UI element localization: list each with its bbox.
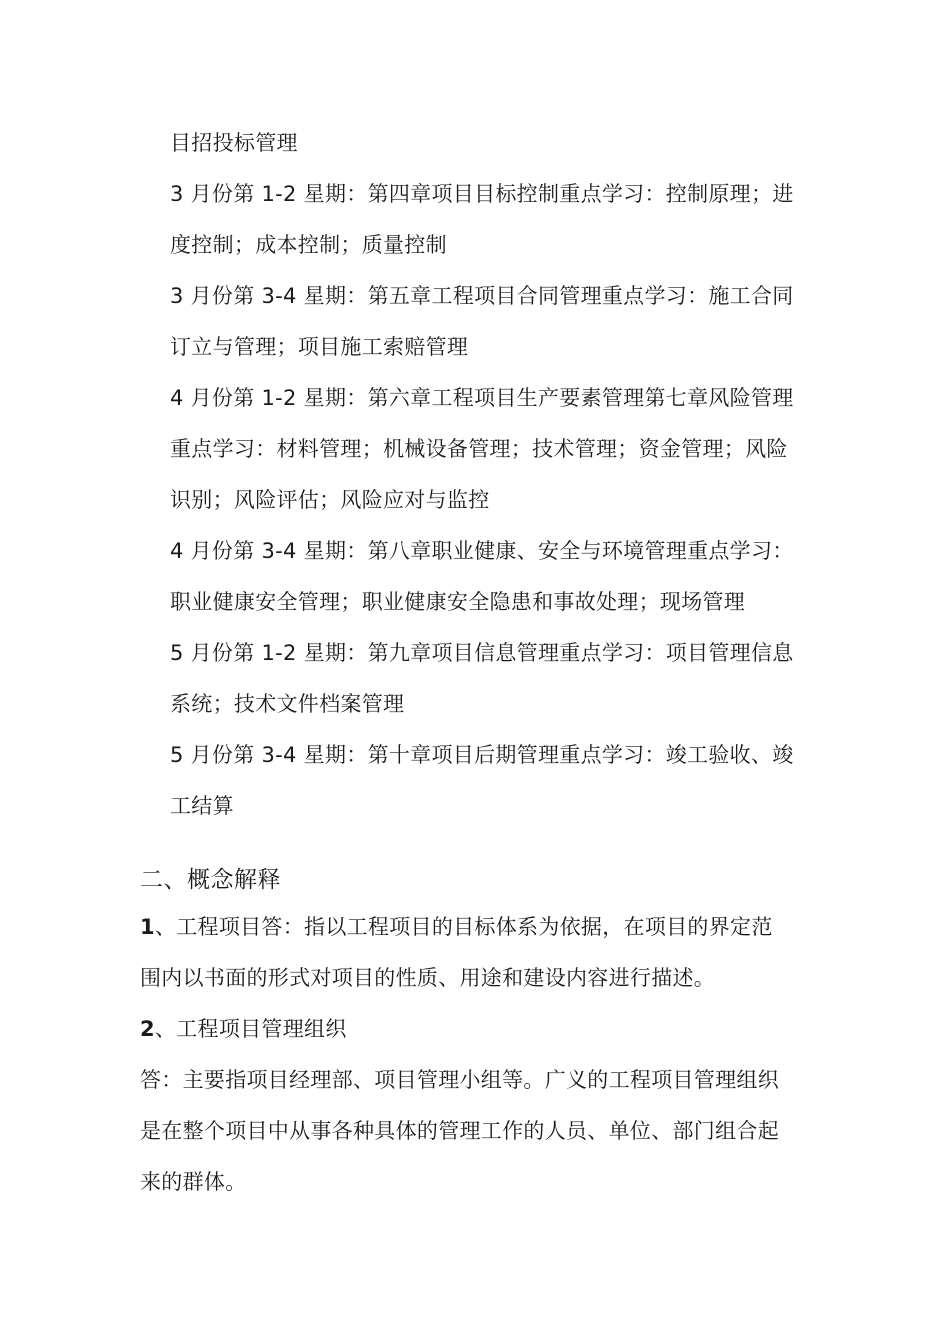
concept-item-2-line: 来的群体。 [140,1170,247,1194]
schedule-line: 订立与管理；项目施工索赔管理 [170,335,469,359]
schedule-line: 工结算 [170,794,234,818]
schedule-line: 识别；风险评估；风险应对与监控 [170,488,490,512]
schedule-line: 3 月份第 1-2 星期：第四章项目目标控制重点学习：控制原理；进 [170,182,794,206]
schedule-line: 3 月份第 3-4 星期：第五章工程项目合同管理重点学习：施工合同 [170,284,794,308]
study-schedule [170,118,820,832]
item-number: 2 [140,1017,155,1041]
schedule-line: 职业健康安全管理；职业健康安全隐患和事故处理；现场管理 [170,590,746,614]
concept-item-2-line: 是在整个项目中从事各种具体的管理工作的人员、单位、部门组合起 [140,1119,779,1143]
schedule-line: 目招投标管理 [170,131,298,155]
concept-item-2-line: 答：主要指项目经理部、项目管理小组等。广义的工程项目管理组织 [140,1068,779,1092]
schedule-line: 5 月份第 1-2 星期：第九章项目信息管理重点学习：项目管理信息 [170,641,794,665]
concept-item-1-line: 围内以书面的形式对项目的性质、用途和建设内容进行描述。 [140,966,716,990]
concept-definitions [140,902,820,1208]
item-text: 、工程项目管理组织 [154,1017,347,1041]
schedule-line: 5 月份第 3-4 星期：第十章项目后期管理重点学习：竣工验收、竣 [170,743,794,767]
item-number: 1 [140,915,155,939]
schedule-line: 系统；技术文件档案管理 [170,692,405,716]
concept-item-2-title [140,1004,820,1055]
concept-item-1-line [140,902,820,953]
schedule-line: 4 月份第 1-2 星期：第六章工程项目生产要素管理第七章风险管理 [170,386,794,410]
schedule-line: 4 月份第 3-4 星期：第八章职业健康、安全与环境管理重点学习： [170,539,794,563]
item-text: 、工程项目答：指以工程项目的目标体系为依据，在项目的界定范 [154,915,773,939]
schedule-line: 重点学习：材料管理；机械设备管理；技术管理；资金管理；风险 [170,437,788,461]
section-heading: 二、概念解释 [140,867,281,893]
schedule-line: 度控制；成本控制；质量控制 [170,233,447,257]
